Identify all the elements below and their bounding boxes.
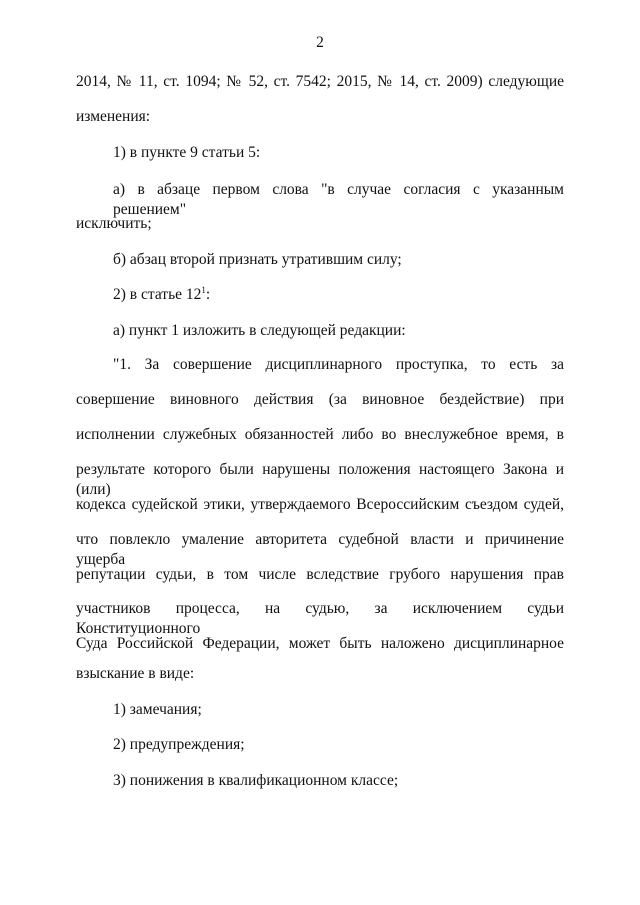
page-number: 2 <box>316 34 324 51</box>
text-line-7-main: 2) в статье 12 <box>113 286 202 303</box>
text-line-1: 2014, № 11, ст. 1094; № 52, ст. 7542; 2015, № 14, ст. 2009) следующие <box>76 73 564 90</box>
text-line-14: что повлекло умаление авторитета судебной власти и причинение ущерба <box>76 531 564 568</box>
text-line-5: исключить; <box>76 215 152 232</box>
text-line-13: кодекса судейской этики, утверждаемого Всероссийским съездом судей, <box>76 496 564 513</box>
text-line-9: "1. За совершение дисциплинарного проступка, то есть за <box>113 356 564 373</box>
text-line-7-tail: : <box>205 286 211 303</box>
text-line-19: 1) замечания; <box>113 701 202 718</box>
text-line-10: совершение виновного действия (за виновное бездействие) при <box>76 391 564 408</box>
text-line-6: б) абзац второй признать утратившим силу; <box>113 251 402 268</box>
text-line-7 <box>113 285 564 305</box>
text-line-18: взыскание в виде: <box>76 665 195 682</box>
text-line-4: а) в абзаце первом слова "в случае согласия с указанным решением" <box>113 181 564 218</box>
text-line-3: 1) в пункте 9 статьи 5: <box>113 144 261 161</box>
text-line-11: исполнении служебных обязанностей либо во внеслужебное время, в <box>76 426 564 443</box>
text-line-12: результате которого были нарушены положения настоящего Закона и (или) <box>76 461 564 498</box>
text-line-15: репутации судьи, в том числе вследствие грубого нарушения прав <box>76 566 564 583</box>
text-line-17: Суда Российской Федерации, может быть наложено дисциплинарное <box>76 635 564 652</box>
text-line-8: а) пункт 1 изложить в следующей редакции: <box>113 322 406 339</box>
text-line-16: участников процесса, на судью, за исключением судьи Конституционного <box>76 600 564 637</box>
text-line-20: 2) предупреждения; <box>113 736 245 753</box>
text-line-21: 3) понижения в квалификационном классе; <box>113 772 399 789</box>
superscript: 1 <box>201 285 206 295</box>
text-line-2: изменения: <box>76 108 151 125</box>
